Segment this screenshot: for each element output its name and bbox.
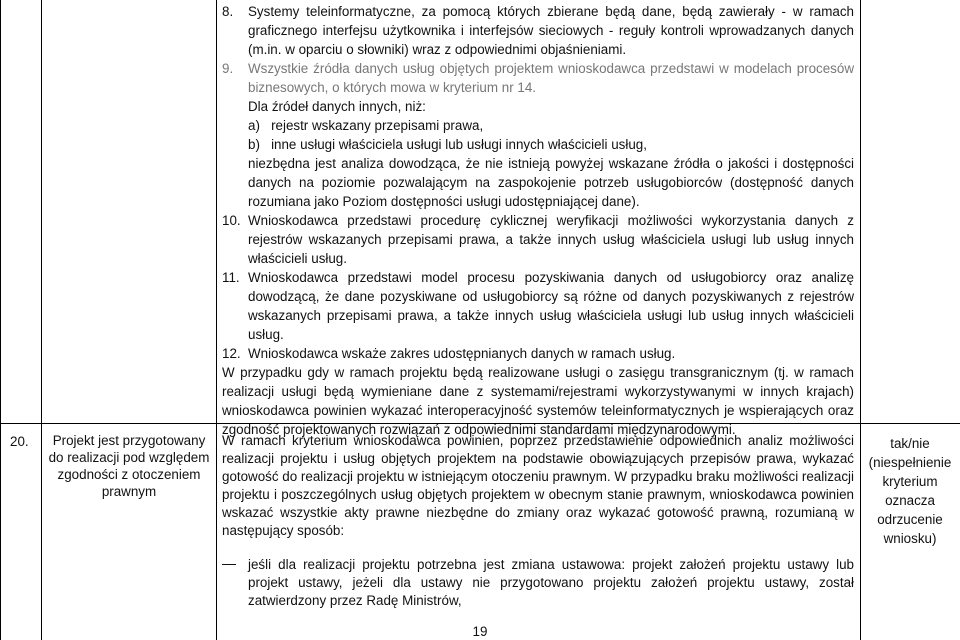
bullet-item: [222, 556, 854, 610]
list-item-11: [222, 268, 854, 344]
criterion-description: [222, 432, 854, 610]
list-item-12: [222, 344, 854, 363]
column-divider-2: [216, 0, 217, 640]
list-item-9: [222, 59, 854, 97]
list-text: Wszystkie źródła danych usług objętych projektem wnioskodawca przedstawi w modelach procesów biznesowych, o których mowa w kryterium nr 14.: [248, 61, 854, 95]
column-divider-1: [41, 0, 42, 640]
criterion-assessment: tak/nie (niespełnienie kryterium oznacza odrzucenie wniosku): [868, 436, 952, 546]
criterion-description-text: W ramach kryterium wnioskodawca powinien, poprzez przedstawienie odpowiednich analiz możliwości realizacji projektu i usług objętych projektem na podstawie obowiązujących przepisów prawa, wykazać gotowość do realizacji projektu w istniejącym otoczeniu prawnym. W przypadku braku możliwości realizacji projektu i poszczególnych usług objętych projektem w obecnym stanie prawnym, wnioskodawca powinien wskazać wszystkie akty prawne niezbędne do zmiany oraz wykazać gotowość prawną, rozumianą w następujący sposób:: [222, 433, 854, 538]
dash-bullet-icon: [222, 564, 236, 565]
data-sources-intro: Dla źródeł danych innych, niż:: [248, 99, 426, 114]
list-number: 8.: [222, 4, 234, 19]
table-left-border: [0, 0, 1, 640]
column-divider-3: [860, 0, 861, 640]
criterion-number: 20.: [10, 434, 29, 449]
cross-border-paragraph: W przypadku gdy w ramach projektu będą realizowane usługi o zasięgu transgranicznym (tj. w ramach realizacji usługi będą wymieniane dane z systemami/rejestrami wykorzystywanymi w innych krajach) wnioskodawca powinien wykazać interoperacyjność systemów teleinformatycznych je wspierających oraz zgodność projektowanych rozwiązań z odpowiednimi standardami międzynarodowymi.: [222, 365, 854, 437]
data-sources-analysis: niezbędna jest analiza dowodząca, że nie istnieją powyżej wskazane źródła o jakości i dostępności danych na poziomie pozwalającym na zaspokojenie potrzeb usługobiorców (dostępność danych rozumiana jako Poziom dostępności usługi udostępniającej dane).: [248, 156, 854, 209]
list-text: Wnioskodawca przedstawi model procesu pozyskiwania danych od usługobiorcy oraz analizę dowodzącą, że dane pozyskiwane od usługobiorcy są różne od danych pozyskiwanych z rejestrów wskazanych przepisami prawa, a także innych usług właściciela usługi lub usług innych właścicieli usług.: [248, 270, 854, 342]
page-number: 19: [472, 624, 488, 639]
list-number: 12.: [222, 346, 241, 361]
criteria-description-continued: [222, 2, 854, 439]
list-number: 10.: [222, 213, 241, 228]
list-number: 11.: [222, 270, 240, 285]
list-text: Systemy teleinformatyczne, za pomocą których zbierane będą dane, będą zawierały - w ramach graficznego interfejsu użytkownika i interfejsów sieciowych - reguły kontroli wprowadzanych danych (m.in. w oparciu o słowniki) wraz z odpowiednimi objaśnieniami.: [248, 4, 854, 57]
list-item-8: [222, 2, 854, 59]
data-sources-option-a: a) rejestr wskazany przepisami prawa,: [248, 118, 484, 133]
bullet-text: jeśli dla realizacji projektu potrzebna jest zmiana ustawowa: projekt założeń projektu ustawy lub projekt ustawy, jeżeli dla ustawy nie przygotowano projektu założeń projektu ustawy, został zatwierdzony przez Radę Ministrów,: [248, 557, 854, 608]
criterion-name: Projekt jest przygotowany do realizacji pod względem zgodności z otoczeniem prawnym: [48, 433, 210, 499]
list-item-10: [222, 211, 854, 268]
list-text: Wnioskodawca wskaże zakres udostępnianych danych w ramach usług.: [248, 346, 676, 361]
data-sources-option-b: b) inne usługi właściciela usługi lub usługi innych właścicieli usług,: [248, 137, 647, 152]
list-number: 9.: [222, 61, 234, 76]
list-text: Wnioskodawca przedstawi procedurę cyklicznej weryfikacji możliwości wykorzystania danych z rejestrów wskazanych przepisami prawa, a także innych usług właściciela usługi lub usług innych właścicieli usług.: [248, 213, 854, 266]
data-sources-block: [222, 97, 854, 211]
